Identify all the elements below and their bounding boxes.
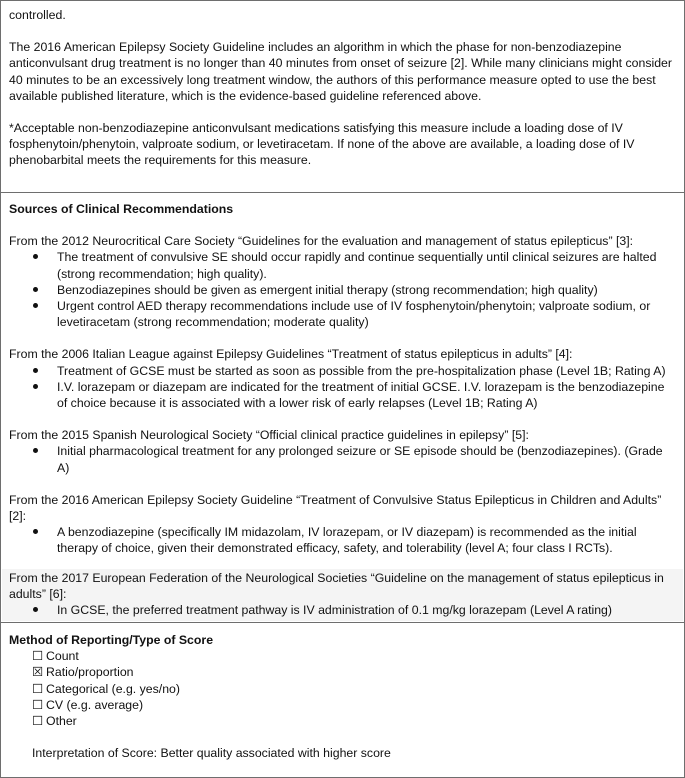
- text-line: controlled.: [9, 8, 66, 22]
- option-cv: [9, 697, 676, 713]
- bullet-text: Initial pharmacological treatment for any prolonged seizure or SE episode should be (benzodiazepines). (Grade A): [57, 444, 663, 475]
- rationale-cell: [2, 1, 683, 191]
- option-ratio: [9, 664, 676, 680]
- bullet-list: [9, 443, 676, 475]
- bullet-item: [9, 524, 676, 556]
- option-other: [9, 713, 676, 729]
- source-group: [9, 492, 676, 557]
- bullet-icon: [33, 607, 38, 612]
- option-label: CV (e.g. average): [46, 697, 144, 712]
- bullet-list: [9, 602, 676, 618]
- sources-cell: [2, 193, 683, 621]
- method-cell: [2, 623, 683, 777]
- bullet-list: [9, 363, 676, 412]
- bullet-text: In GCSE, the preferred treatment pathway is IV administration of 0.1 mg/kg lorazepam (Level A rating): [57, 603, 612, 618]
- bullet-text: Treatment of GCSE must be started as soon as possible from the pre-hospitalization phase (Level 1B; Rating A): [57, 363, 666, 378]
- source-intro: From the 2016 American Epilepsy Society Guideline “Treatment of Convulsive Status Epilepticus in Children and Adults” [2]:: [9, 492, 662, 524]
- score-interpretation: Interpretation of Score: Better quality associated with higher score: [32, 746, 391, 761]
- bullet-item: [9, 249, 676, 281]
- bullet-list: [9, 249, 676, 330]
- sources-heading: Sources of Clinical Recommendations: [9, 202, 234, 216]
- source-intro: From the 2006 Italian League against Epilepsy Guidelines “Treatment of status epilepticus in adults” [4]:: [9, 347, 573, 362]
- bullet-item: [9, 298, 676, 330]
- bullet-icon: [33, 303, 38, 308]
- source-intro: From the 2015 Spanish Neurological Society “Official clinical practice guidelines in epilepsy” [5]:: [9, 428, 529, 443]
- bullet-icon: [33, 448, 38, 453]
- bullet-icon: [33, 384, 38, 389]
- checkbox-unchecked-icon: ☐: [32, 649, 44, 664]
- checkbox-unchecked-icon: ☐: [32, 697, 44, 712]
- bullet-text: A benzodiazepine (specifically IM midazolam, IV lorazepam, or IV diazepam) is recommended as the initial therapy of choice, given their demonstrated efficacy, safety, and tolerability (level A; four class I RCTs).: [57, 525, 637, 556]
- option-label: Count: [46, 649, 79, 664]
- option-count: [9, 648, 676, 664]
- source-group: [9, 427, 676, 476]
- bullet-item: [9, 282, 676, 298]
- paragraph-acceptable-medications: *Acceptable non-benzodiazepine anticonvulsant medications satisfying this measure include a loading dose of IV fosphenytoin/phenytoin, valproate sodium, or levetiracetam. If none of the above are available, a loading dose of IV phenobarbital meets the requirements for this measure.: [9, 121, 635, 168]
- source-intro: From the 2017 European Federation of the Neurological Societies “Guideline on the management of status epilepticus in adults” [6]:: [9, 570, 664, 601]
- bullet-item: [9, 363, 676, 379]
- source-intro: From the 2012 Neurocritical Care Society “Guidelines for the evaluation and management of status epilepticus” [3]:: [9, 234, 634, 249]
- source-group: [9, 233, 676, 330]
- bullet-icon: [33, 287, 38, 292]
- bullet-item: [9, 443, 676, 475]
- method-heading: Method of Reporting/Type of Score: [9, 633, 214, 647]
- source-group: [9, 346, 676, 411]
- bullet-text: The treatment of convulsive SE should occur rapidly and continue sequentially until clinical seizures are halted (strong recommendation; high quality).: [57, 250, 657, 281]
- option-categorical: [9, 681, 676, 697]
- bullet-text: Benzodiazepines should be given as emergent initial therapy (strong recommendation; high quality): [57, 282, 598, 297]
- bullet-icon: [33, 529, 38, 534]
- bullet-icon: [33, 368, 38, 373]
- bullet-list: [9, 524, 676, 556]
- paragraph-algorithm: The 2016 American Epilepsy Society Guideline includes an algorithm in which the phase for non-benzodiazepine anticonvulsant drug treatment is no longer than 40 minutes from onset of seizure [2]. While many clinicians might consider 40 minutes to be an excessively long treatment window, the authors of this performance measure opted to use the best available published literature, which is the evidence-based guideline referenced above.: [9, 40, 672, 103]
- option-label: Other: [46, 714, 77, 729]
- bullet-item: [9, 379, 676, 411]
- option-label: Ratio/proportion: [46, 665, 134, 680]
- bullet-text: I.V. lorazepam or diazepam are indicated for the treatment of initial GCSE. I.V. lorazepam is the benzodiazepine of choice because it is associated with a lower risk of early relapses (Level 1B; Rating A): [57, 379, 665, 411]
- checkbox-unchecked-icon: ☐: [32, 681, 44, 696]
- checkbox-checked-icon: ☒: [32, 665, 44, 680]
- source-group-highlighted: [2, 569, 683, 622]
- option-label: Categorical (e.g. yes/no): [46, 681, 180, 696]
- bullet-item: [9, 602, 676, 618]
- checkbox-unchecked-icon: ☐: [32, 714, 44, 729]
- bullet-text: Urgent control AED therapy recommendations include use of IV fosphenytoin/phenytoin; valproate sodium, or levetiracetam (strong recommendation; moderate quality): [57, 299, 651, 330]
- bullet-icon: [33, 254, 38, 259]
